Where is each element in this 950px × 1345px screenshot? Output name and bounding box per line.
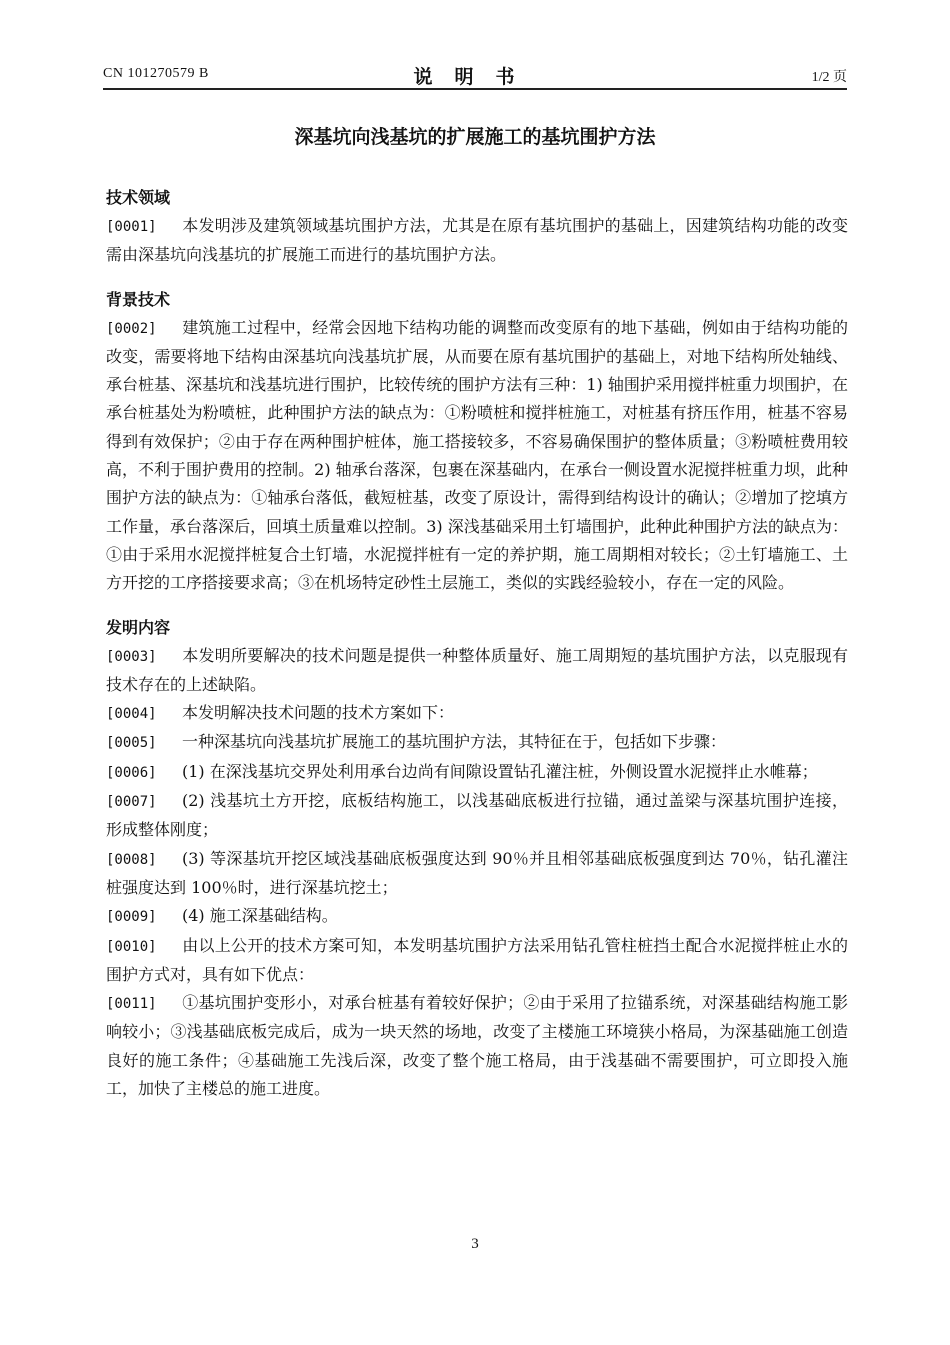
paragraph (106, 699, 848, 728)
paragraph-text: 本发明涉及建筑领域基坑围护方法，尤其是在原有基坑围护的基础上，因建筑结构功能的改变需由深基坑向浅基坑的扩展施工而进行的基坑围护方法。 (106, 216, 848, 265)
paragraph (106, 989, 848, 1103)
paragraph-text: (4) 施工深基础结构。 (182, 906, 338, 926)
paragraph-number: [0008] (106, 851, 157, 868)
paragraph-number: [0010] (106, 938, 157, 955)
page-number: 3 (471, 1236, 479, 1252)
paragraph (106, 758, 848, 787)
paragraph-number: [0011] (106, 996, 157, 1013)
section-heading-background: 背景技术 (106, 289, 171, 309)
document-body (106, 184, 848, 1103)
paragraph-text: (1) 在深浅基坑交界处利用承台边尚有间隙设置钻孔灌注桩，外侧设置水泥搅拌止水帷幕； (182, 761, 818, 781)
doc-type-label: 说明书 (413, 66, 537, 88)
page-of-indicator: 1/2 页 (811, 70, 847, 85)
document-title: 深基坑向浅基坑的扩展施工的基坑围护方法 (294, 126, 656, 148)
paragraph-text: 本发明解决技术问题的技术方案如下： (182, 703, 455, 723)
paragraph-number: [0005] (106, 735, 157, 752)
section-heading-tech-field: 技术领域 (106, 188, 171, 207)
paragraph (106, 845, 848, 903)
page-header (103, 62, 847, 88)
paragraph (106, 314, 848, 598)
paragraph-number: [0004] (106, 706, 157, 723)
paragraph (106, 932, 848, 990)
paragraph-text: 由以上公开的技术方案可知，本发明基坑围护方法采用钻孔管柱桩挡土配合水泥搅拌桩止水的围护方式对，具有如下优点： (106, 935, 848, 984)
paragraph-text: 一种深基坑向浅基坑扩展施工的基坑围护方法，其特征在于，包括如下步骤： (182, 732, 727, 752)
section-heading-invention: 发明内容 (106, 617, 171, 637)
paragraph-text: (3) 等深基坑开挖区域浅基础底板强度达到 90％并且相邻基础底板强度到达 70％，钻孔灌注桩强度达到 100％时，进行深基坑挖土； (106, 848, 848, 897)
paragraph-number: [0007] (106, 794, 157, 811)
header-divider (103, 88, 847, 90)
paragraph-text: 建筑施工过程中，经常会因地下结构功能的调整而改变原有的地下基础，例如由于结构功能的改变，需要将地下结构由深基坑向浅基坑扩展，从而要在原有基坑围护的基础上，对地下结构所处轴线、承台桩基、深基坑和浅基坑进行围护，比较传统的围护方法有三种：1) 轴围护采用搅拌桩重力坝围护，在承台桩基处为粉喷桩，此种围护方法的缺点为：①粉喷桩和搅拌桩施工，对桩基有挤压作用，桩基不容易得到有效保护；②由于存在两种围护桩体，施工搭接较多，不容易确保围护的整体质量；③粉喷桩费用较高，不利于围护费用的控制。2) 轴承台落深，包裹在深基础内，在承台一侧设置水泥搅拌桩重力坝，此种围护方法的缺点为：①轴承台落低，截短桩基，改变了原设计，需得到结构设计的确认；②增加了挖填方工作量，承台落深后，回填土质量难以控制。3) 深浅基础采用土钉墙围护，此种此种围护方法的缺点为：①由于采用水泥搅拌桩复合土钉墙，水泥搅拌桩有一定的养护期，施工周期相对较长；②土钉墙施工、土方开挖的工序搭接要求高；③在机场特定砂性土层施工，类似的实践经验较小，存在一定的风险。 (106, 317, 848, 593)
paragraph-text: 本发明所要解决的技术问题是提供一种整体质量好、施工周期短的基坑围护方法，以克服现有技术存在的上述缺陷。 (106, 645, 848, 694)
paragraph (106, 902, 848, 931)
paragraph-text: (2) 浅基坑土方开挖，底板结构施工，以浅基础底板进行拉锚，通过盖梁与深基坑围护连接，形成整体刚度； (106, 791, 848, 840)
paragraph-number: [0009] (106, 909, 157, 926)
paragraph-number: [0003] (106, 648, 157, 665)
paragraph-number: [0001] (106, 219, 157, 235)
paragraph (106, 728, 848, 757)
paragraph-text: ①基坑围护变形小，对承台桩基有着较好保护；②由于采用了拉锚系统，对深基础结构施工影响较小；③浅基础底板完成后，成为一块天然的场地，改变了主楼施工环境狭小格局，为深基础施工创造良好的施工条件；④基础施工先浅后深，改变了整个施工格局，由于浅基础不需要围护，可立即投入施工，加快了主楼总的施工进度。 (106, 993, 848, 1099)
paragraph (106, 642, 848, 700)
paragraph-number: [0002] (106, 320, 157, 337)
paragraph (106, 787, 848, 845)
paragraph-number: [0006] (106, 764, 157, 781)
paragraph (106, 212, 848, 270)
doc-number: CN 101270579 B (103, 66, 209, 81)
